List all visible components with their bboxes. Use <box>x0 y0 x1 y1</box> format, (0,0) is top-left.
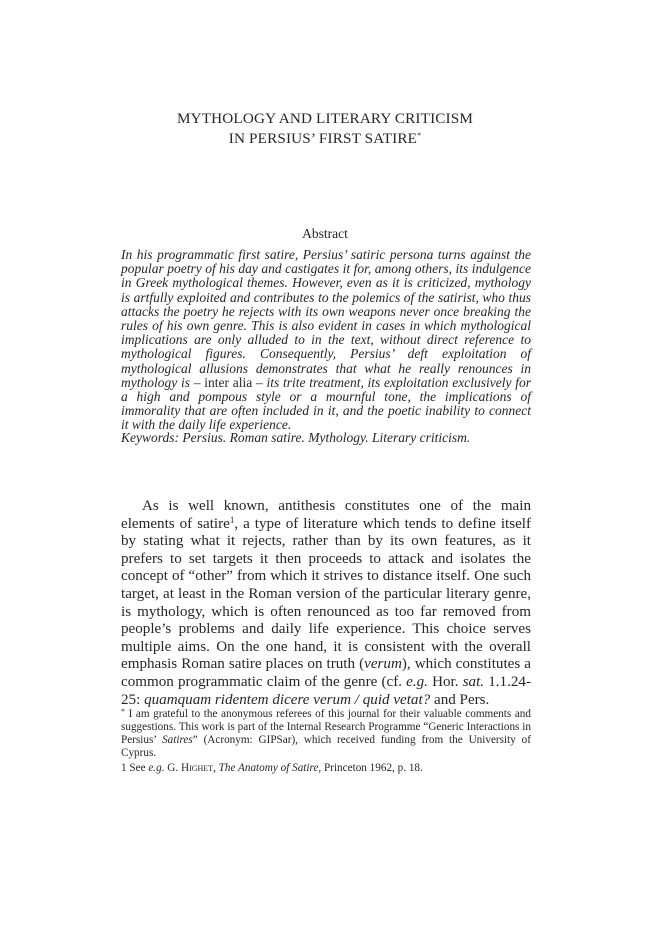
body-text-4: Hor. <box>427 673 463 690</box>
body-text-3: ), which constitutes a common programmatic claim of the genre (cf. <box>121 656 531 690</box>
abstract-text-part-1: In his programmatic first satire, Persius’ satiric persona turns against the popular poetry of his day and castigates it for, among others, its indulgence in Greek mythological themes. However, even as it is criticized, mythology is artfully exploited and contributes to the polemics of the satirist, who thus attacks the poetry he rejects with its own weapons never once breaking the rules of his own genre. This is also evident in cases in which mythological implications are only alluded to in the text, without direct reference to mythological figures. Consequently, Persius’ deft exploitation of mythological allusions demonstrates that what he really renounces in mythology is – <box>121 247 531 390</box>
footnote-1 <box>121 762 531 775</box>
body-paragraph <box>121 498 531 709</box>
body-verum: verum <box>364 656 402 673</box>
footnote-ref-1: 1 <box>229 514 235 525</box>
abstract-text-part-2: – its trite treatment, its exploitation exclusively for a high and pompous style or a mournful tone, the implications of immorality that are often included in it, and the poetic inability to connect it with the daily life experience. <box>121 374 531 433</box>
footnote-star-mark: * <box>121 707 125 716</box>
footnote-1-eg: e.g. <box>148 762 165 774</box>
keywords: Keywords: Persius. Roman satire. Mythology. Literary criticism. <box>121 430 471 445</box>
footnote-1-author: Highet <box>180 762 214 774</box>
footnote-1-book-title: The Anatomy of Satire <box>218 762 319 774</box>
body-text-2: , a type of literature which tends to define itself by stating what it rejects, rather than by its own features, as it prefers to set targets it then proceeds to attack and isolates the concept of “other” from which it strives to distance itself. One such target, at least in the Roman version of the particular literary genre, is mythology, which is often renounced as too far removed from people’s problems and daily life experience. This choice serves multiple aims. On the one hand, it is consistent with the overall emphasis Roman satire places on truth ( <box>121 515 531 673</box>
article-title <box>0 109 650 149</box>
body-text-1: As is well known, antithesis constitutes one of the main elements of satire <box>121 498 531 532</box>
footnote-1-text-3: , <box>213 762 219 774</box>
title-line-2-text: IN PERSIUS’ FIRST SATIRE <box>228 130 418 147</box>
footnote-1-text-2: G. <box>164 762 181 774</box>
footnotes <box>121 708 531 775</box>
body-text-5: 1.1.24-25: <box>121 673 531 708</box>
footnote-1-number: 1 <box>121 762 127 774</box>
abstract-text <box>121 248 531 433</box>
footnote-star-text-1: I am grateful to the anonymous referees of this journal for their valuable comments and suggestions. This work is part of the Internal Research Programme “Generic Interactions in Persius’ <box>121 708 531 746</box>
footnote-1-text-4: , Princeton 1962, p. 18. <box>318 762 423 774</box>
footnote-star-text-2: ” (Acronym: GIPSar), which received funding from the University of Cyprus. <box>121 734 531 759</box>
footnote-1-text-1: See <box>126 762 149 774</box>
body-text-6: and Pers. <box>430 691 490 708</box>
abstract-inter-alia: inter alia <box>204 374 253 390</box>
body-latin-quote: quamquam ridentem dicere verum / quid vetat? <box>144 691 431 708</box>
title-footnote-mark: * <box>417 131 422 140</box>
abstract-heading: Abstract <box>302 226 348 241</box>
body-eg: e.g. <box>406 673 428 690</box>
footnote-star-satires: Satires <box>162 734 193 746</box>
body-sat: sat. <box>462 673 485 690</box>
footnote-star <box>121 708 531 760</box>
title-line-1: MYTHOLOGY AND LITERARY CRITICISM <box>176 110 474 127</box>
title-line-2 <box>0 129 650 149</box>
